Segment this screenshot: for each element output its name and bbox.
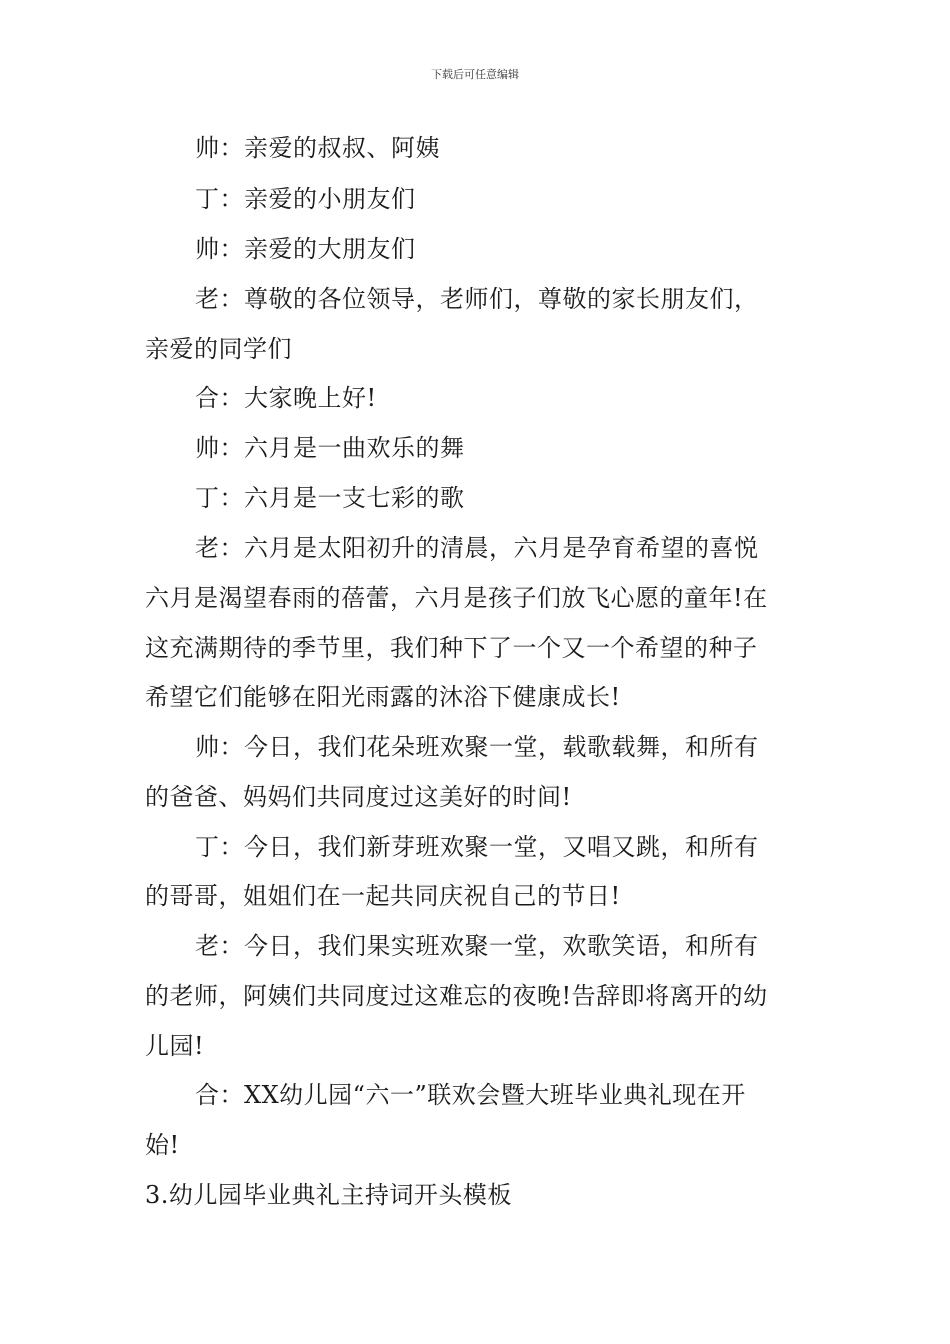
- dialogue-line: 亲爱的同学们: [145, 335, 292, 363]
- dialogue-line: 六月是渴望春雨的蓓蕾，六月是孩子们放飞心愿的童年!在: [145, 584, 768, 612]
- dialogue-line: 儿园!: [145, 1032, 205, 1060]
- dialogue-line: 帅：今日，我们花朵班欢聚一堂，载歌载舞，和所有: [195, 733, 759, 761]
- dialogue-line: 帅：亲爱的大朋友们: [195, 235, 416, 263]
- dialogue-line: 丁：六月是一支七彩的歌: [195, 484, 465, 512]
- dialogue-line: 的老师，阿姨们共同度过这难忘的夜晚!告辞即将离开的幼: [145, 982, 768, 1010]
- dialogue-line: 合：大家晚上好!: [195, 384, 377, 412]
- dialogue-line: 老：六月是太阳初升的清晨，六月是孕育希望的喜悦: [195, 534, 759, 562]
- dialogue-line: 希望它们能够在阳光雨露的沐浴下健康成长!: [145, 683, 621, 711]
- dialogue-line: 丁：今日，我们新芽班欢聚一堂，又唱又跳，和所有: [195, 833, 759, 861]
- dialogue-line: 丁：亲爱的小朋友们: [195, 185, 416, 213]
- dialogue-line: 的爸爸、妈妈们共同度过这美好的时间!: [145, 783, 572, 811]
- page-header: 下载后可任意编辑: [431, 68, 519, 81]
- dialogue-line: 老：今日，我们果实班欢聚一堂，欢歌笑语，和所有: [195, 932, 759, 960]
- dialogue-line: 合：XX幼儿园“六一”联欢会暨大班毕业典礼现在开: [195, 1081, 746, 1109]
- dialogue-line: 的哥哥，姐姐们在一起共同庆祝自己的节日!: [145, 882, 621, 910]
- dialogue-line: 这充满期待的季节里，我们种下了一个又一个希望的种子: [145, 634, 758, 662]
- dialogue-line: 始!: [145, 1131, 180, 1159]
- dialogue-line: 老：尊敬的各位领导，老师们，尊敬的家长朋友们，: [195, 285, 759, 313]
- dialogue-line: 帅：亲爱的叔叔、阿姨: [195, 134, 440, 162]
- dialogue-line: 帅：六月是一曲欢乐的舞: [195, 434, 465, 462]
- section-heading: 3.幼儿园毕业典礼主持词开头模板: [145, 1181, 512, 1209]
